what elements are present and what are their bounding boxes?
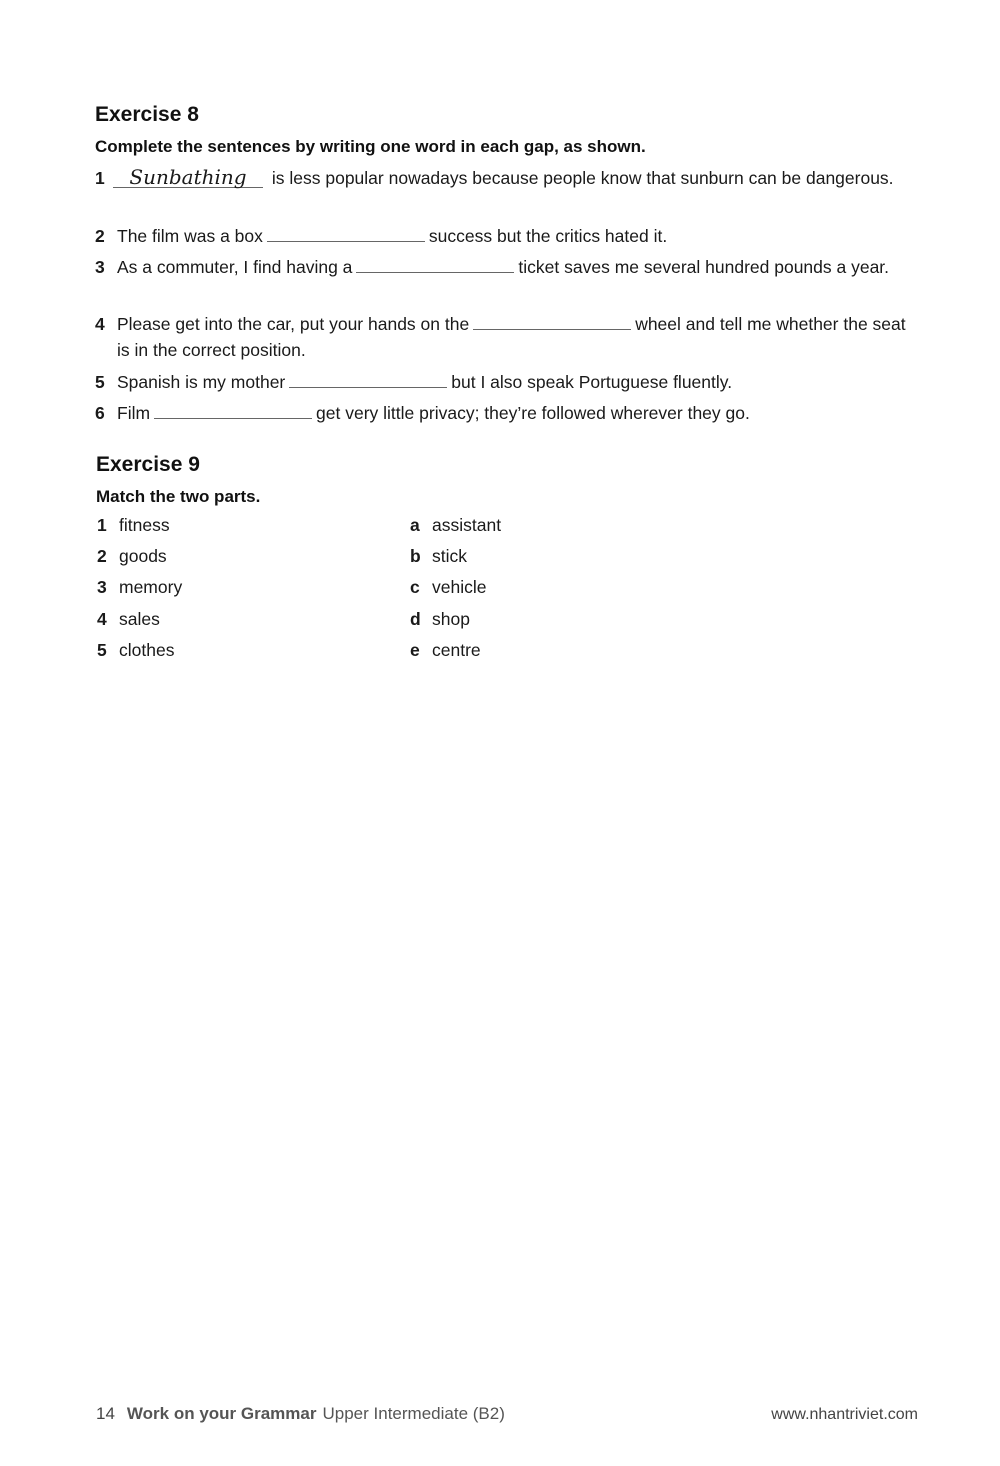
match-number: 5 — [97, 640, 107, 660]
item-text-before: The film was a box — [117, 226, 263, 246]
item-text-after: get very little privacy; they’re followed wherever they go. — [316, 403, 750, 423]
item-text-before: Please get into the car, put your hands on the — [117, 314, 470, 334]
match-left-5 — [97, 637, 174, 663]
match-right-b — [410, 543, 467, 569]
item-text-after: success but the critics hated it. — [428, 226, 668, 246]
blank-gap[interactable] — [267, 227, 425, 242]
match-text: memory — [119, 577, 183, 597]
match-right-d — [410, 606, 470, 632]
match-number: 2 — [97, 546, 107, 566]
blank-gap[interactable] — [154, 404, 312, 419]
book-title: Work on your Grammar — [126, 1404, 317, 1423]
exercise-8-item-1 — [95, 165, 910, 191]
item-text-before: Spanish is my mother — [117, 372, 286, 392]
match-letter: d — [410, 609, 421, 629]
blank-gap[interactable] — [473, 315, 631, 330]
exercise-8-title: Exercise 8 — [95, 103, 199, 126]
match-letter: a — [410, 515, 420, 535]
item-number: 6 — [95, 403, 105, 423]
match-letter: e — [410, 640, 420, 660]
match-left-3 — [97, 574, 182, 600]
match-number: 4 — [97, 609, 107, 629]
answer-gap: Sunbathing — [113, 167, 263, 188]
match-left-1 — [97, 512, 170, 538]
item-text-before: Film — [117, 403, 151, 423]
book-level: Upper Intermediate (B2) — [322, 1404, 505, 1423]
match-text: centre — [432, 640, 481, 660]
item-number: 2 — [95, 226, 105, 246]
match-text: goods — [119, 546, 167, 566]
item-text-before: As a commuter, I find having a — [117, 257, 353, 277]
exercise-9-instruction: Match the two parts. — [96, 487, 261, 506]
exercise-9-title: Exercise 9 — [96, 453, 200, 476]
exercise-8-instruction: Complete the sentences by writing one word in each gap, as shown. — [95, 137, 646, 156]
item-text-after: ticket saves me several hundred pounds a year. — [518, 257, 890, 277]
item-number: 3 — [95, 257, 105, 277]
match-right-a — [410, 512, 501, 538]
match-left-4 — [97, 606, 160, 632]
exercise-8-item-3 — [95, 254, 910, 280]
match-left-2 — [97, 543, 167, 569]
page-number: 14 — [96, 1404, 115, 1423]
match-text: vehicle — [432, 577, 487, 597]
match-right-e — [410, 637, 481, 663]
exercise-8-item-4 — [95, 311, 910, 363]
item-text-after: but I also speak Portuguese fluently. — [451, 372, 733, 392]
match-text: fitness — [119, 515, 170, 535]
exercise-8-item-5 — [95, 369, 910, 395]
match-letter: c — [410, 577, 420, 597]
footer-url[interactable]: www.nhantriviet.com — [771, 1406, 918, 1423]
blank-gap[interactable] — [356, 258, 514, 273]
exercise-8-item-2 — [95, 223, 910, 249]
match-text: assistant — [432, 515, 502, 535]
match-right-c — [410, 574, 486, 600]
match-number: 1 — [97, 515, 107, 535]
match-text: shop — [432, 609, 470, 629]
match-number: 3 — [97, 577, 107, 597]
match-letter: b — [410, 546, 421, 566]
blank-gap[interactable] — [289, 373, 447, 388]
footer — [96, 1404, 505, 1424]
item-number: 5 — [95, 372, 105, 392]
exercise-8-item-6 — [95, 400, 910, 426]
match-text: sales — [119, 609, 160, 629]
match-text: clothes — [119, 640, 175, 660]
item-number: 4 — [95, 314, 105, 334]
match-text: stick — [432, 546, 467, 566]
item-number: 1 — [95, 168, 105, 188]
item-text-after: wheel and tell me whether the seat is in the correct position. — [117, 314, 906, 360]
item-text-after: is less popular nowadays because people know that sunburn can be dangerous. — [271, 168, 894, 188]
